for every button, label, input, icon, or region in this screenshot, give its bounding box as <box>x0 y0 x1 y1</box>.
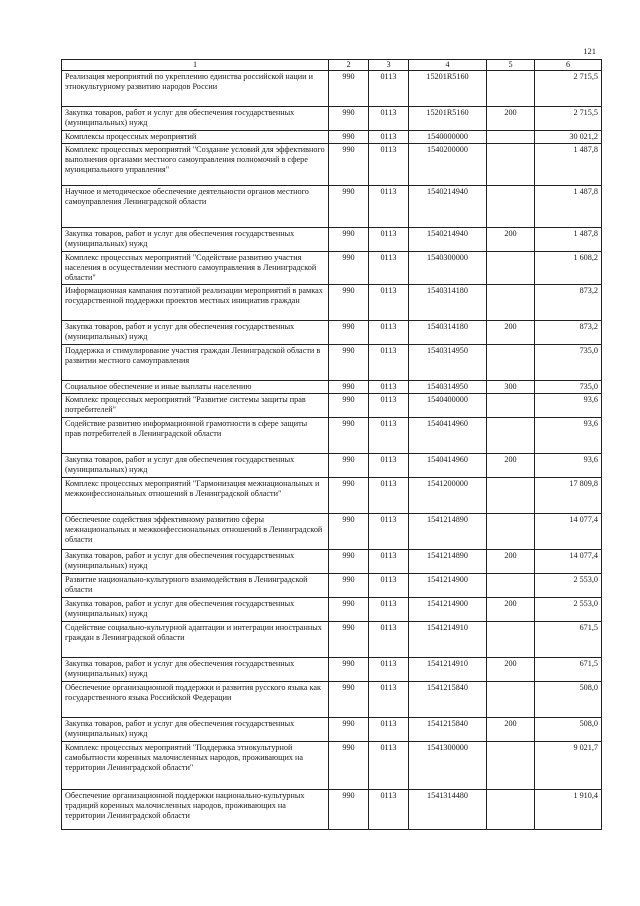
target-article-cell: 1540314950 <box>409 345 487 381</box>
table-body <box>62 71 602 830</box>
section-code-cell: 0113 <box>369 321 409 345</box>
ministry-code-cell: 990 <box>329 285 369 321</box>
expense-type-cell <box>487 742 535 790</box>
amount-cell: 1 487,8 <box>535 186 602 228</box>
amount-cell: 508,0 <box>535 682 602 718</box>
expense-type-cell: 200 <box>487 107 535 131</box>
section-code-cell: 0113 <box>369 598 409 622</box>
ministry-code-cell: 990 <box>329 228 369 252</box>
target-article-cell: 15201R5160 <box>409 107 487 131</box>
ministry-code-cell: 990 <box>329 790 369 830</box>
table-row <box>62 418 602 454</box>
section-code-cell: 0113 <box>369 131 409 144</box>
table-row <box>62 514 602 550</box>
amount-cell: 735,0 <box>535 345 602 381</box>
target-article-cell: 1540300000 <box>409 252 487 285</box>
amount-cell: 9 021,7 <box>535 742 602 790</box>
row-name-cell: Развитие национально-культурного взаимодействия в Ленинградской области <box>62 574 329 598</box>
ministry-code-cell: 990 <box>329 107 369 131</box>
row-name-cell: Обеспечение организационной поддержки национально-культурных традиций коренных малочисленных народов, проживающих на территории Ленинградской области <box>62 790 329 830</box>
ministry-code-cell: 990 <box>329 131 369 144</box>
amount-cell: 1 487,8 <box>535 228 602 252</box>
row-name-cell: Закупка товаров, работ и услуг для обеспечения государственных (муниципальных) нужд <box>62 107 329 131</box>
section-code-cell: 0113 <box>369 418 409 454</box>
table-row <box>62 321 602 345</box>
section-code-cell: 0113 <box>369 144 409 186</box>
expense-type-cell: 200 <box>487 454 535 478</box>
target-article-cell: 1541200000 <box>409 478 487 514</box>
table-row <box>62 574 602 598</box>
section-code-cell: 0113 <box>369 454 409 478</box>
expense-type-cell: 200 <box>487 550 535 574</box>
ministry-code-cell: 990 <box>329 418 369 454</box>
row-name-cell: Содействие развитию информационной грамотности в сфере защиты прав потребителей в Ленинградской области <box>62 418 329 454</box>
table-row <box>62 550 602 574</box>
table-row <box>62 454 602 478</box>
amount-cell: 1 487,8 <box>535 144 602 186</box>
row-name-cell: Комплекс процессных мероприятий "Поддержка этнокультурной самобытности коренных малочисленных народов, проживающих на территории Ленинградской области" <box>62 742 329 790</box>
expense-type-cell <box>487 144 535 186</box>
table-row <box>62 394 602 418</box>
section-code-cell: 0113 <box>369 285 409 321</box>
expense-type-cell: 200 <box>487 718 535 742</box>
table-row <box>62 107 602 131</box>
expense-type-cell <box>487 790 535 830</box>
row-name-cell: Закупка товаров, работ и услуг для обеспечения государственных (муниципальных) нужд <box>62 658 329 682</box>
ministry-code-cell: 990 <box>329 345 369 381</box>
table-row <box>62 658 602 682</box>
target-article-cell: 1540214940 <box>409 228 487 252</box>
expense-type-cell <box>487 345 535 381</box>
table-header-row <box>62 60 602 71</box>
column-header: 1 <box>62 60 329 71</box>
amount-cell: 17 809,8 <box>535 478 602 514</box>
section-code-cell: 0113 <box>369 228 409 252</box>
expense-type-cell <box>487 622 535 658</box>
ministry-code-cell: 990 <box>329 622 369 658</box>
table-row <box>62 345 602 381</box>
row-name-cell: Закупка товаров, работ и услуг для обеспечения государственных (муниципальных) нужд <box>62 718 329 742</box>
row-name-cell: Информационная кампания поэтапной реализации мероприятий в рамках государственной поддержки проектов местных инициатив граждан <box>62 285 329 321</box>
expense-type-cell: 300 <box>487 381 535 394</box>
expense-type-cell <box>487 131 535 144</box>
expense-type-cell: 200 <box>487 598 535 622</box>
amount-cell: 2 553,0 <box>535 574 602 598</box>
amount-cell: 735,0 <box>535 381 602 394</box>
table-row <box>62 742 602 790</box>
expense-type-cell: 200 <box>487 658 535 682</box>
row-name-cell: Реализация мероприятий по укреплению единства российской нации и этнокультурному развитию народов России <box>62 71 329 107</box>
ministry-code-cell: 990 <box>329 658 369 682</box>
section-code-cell: 0113 <box>369 107 409 131</box>
expense-type-cell <box>487 186 535 228</box>
expense-type-cell <box>487 478 535 514</box>
section-code-cell: 0113 <box>369 658 409 682</box>
expense-type-cell <box>487 574 535 598</box>
table-row <box>62 478 602 514</box>
column-header: 5 <box>487 60 535 71</box>
amount-cell: 1 608,2 <box>535 252 602 285</box>
table-row <box>62 682 602 718</box>
section-code-cell: 0113 <box>369 186 409 228</box>
table-row <box>62 144 602 186</box>
expense-type-cell <box>487 682 535 718</box>
row-name-cell: Научное и методическое обеспечение деятельности органов местного самоуправления Ленинградской области <box>62 186 329 228</box>
target-article-cell: 1540314950 <box>409 381 487 394</box>
target-article-cell: 1541214900 <box>409 574 487 598</box>
ministry-code-cell: 990 <box>329 71 369 107</box>
section-code-cell: 0113 <box>369 381 409 394</box>
target-article-cell: 1540200000 <box>409 144 487 186</box>
row-name-cell: Социальное обеспечение и иные выплаты населению <box>62 381 329 394</box>
row-name-cell: Закупка товаров, работ и услуг для обеспечения государственных (муниципальных) нужд <box>62 228 329 252</box>
table-row <box>62 285 602 321</box>
expense-type-cell <box>487 418 535 454</box>
row-name-cell: Закупка товаров, работ и услуг для обеспечения государственных (муниципальных) нужд <box>62 598 329 622</box>
expense-type-cell <box>487 71 535 107</box>
target-article-cell: 1541215840 <box>409 718 487 742</box>
table-row <box>62 71 602 107</box>
ministry-code-cell: 990 <box>329 550 369 574</box>
ministry-code-cell: 990 <box>329 454 369 478</box>
table-row <box>62 790 602 830</box>
amount-cell: 2 553,0 <box>535 598 602 622</box>
section-code-cell: 0113 <box>369 478 409 514</box>
row-name-cell: Содействие социально-культурной адаптации и интеграции иностранных граждан в Ленинградской области <box>62 622 329 658</box>
section-code-cell: 0113 <box>369 550 409 574</box>
table-row <box>62 228 602 252</box>
expense-type-cell <box>487 252 535 285</box>
target-article-cell: 1541300000 <box>409 742 487 790</box>
page-number: 121 <box>583 46 596 56</box>
amount-cell: 873,2 <box>535 285 602 321</box>
section-code-cell: 0113 <box>369 682 409 718</box>
expense-type-cell: 200 <box>487 228 535 252</box>
ministry-code-cell: 990 <box>329 574 369 598</box>
amount-cell: 93,6 <box>535 418 602 454</box>
expense-type-cell <box>487 514 535 550</box>
amount-cell: 671,5 <box>535 658 602 682</box>
section-code-cell: 0113 <box>369 622 409 658</box>
target-article-cell: 1540314180 <box>409 285 487 321</box>
amount-cell: 30 021,2 <box>535 131 602 144</box>
ministry-code-cell: 990 <box>329 186 369 228</box>
target-article-cell: 1540414960 <box>409 454 487 478</box>
table-row <box>62 131 602 144</box>
table-row <box>62 598 602 622</box>
table-row <box>62 252 602 285</box>
ministry-code-cell: 990 <box>329 718 369 742</box>
ministry-code-cell: 990 <box>329 514 369 550</box>
amount-cell: 93,6 <box>535 454 602 478</box>
row-name-cell: Поддержка и стимулирование участия граждан Ленинградской области в развитии местного самоуправления <box>62 345 329 381</box>
table-row <box>62 718 602 742</box>
expense-type-cell: 200 <box>487 321 535 345</box>
section-code-cell: 0113 <box>369 345 409 381</box>
target-article-cell: 1541215840 <box>409 682 487 718</box>
target-article-cell: 1541314480 <box>409 790 487 830</box>
ministry-code-cell: 990 <box>329 478 369 514</box>
expense-type-cell <box>487 394 535 418</box>
target-article-cell: 1540314180 <box>409 321 487 345</box>
amount-cell: 1 910,4 <box>535 790 602 830</box>
amount-cell: 508,0 <box>535 718 602 742</box>
section-code-cell: 0113 <box>369 252 409 285</box>
ministry-code-cell: 990 <box>329 682 369 718</box>
section-code-cell: 0113 <box>369 71 409 107</box>
section-code-cell: 0113 <box>369 742 409 790</box>
ministry-code-cell: 990 <box>329 742 369 790</box>
amount-cell: 2 715,5 <box>535 71 602 107</box>
ministry-code-cell: 990 <box>329 381 369 394</box>
column-header: 6 <box>535 60 602 71</box>
target-article-cell: 1541214890 <box>409 514 487 550</box>
column-header: 4 <box>409 60 487 71</box>
target-article-cell: 1541214910 <box>409 622 487 658</box>
amount-cell: 873,2 <box>535 321 602 345</box>
row-name-cell: Комплекс процессных мероприятий "Создание условий для эффективного выполнения органами местного самоуправления полномочий в сфере муниципального управления" <box>62 144 329 186</box>
section-code-cell: 0113 <box>369 514 409 550</box>
ministry-code-cell: 990 <box>329 321 369 345</box>
ministry-code-cell: 990 <box>329 598 369 622</box>
row-name-cell: Закупка товаров, работ и услуг для обеспечения государственных (муниципальных) нужд <box>62 550 329 574</box>
target-article-cell: 1540414960 <box>409 418 487 454</box>
ministry-code-cell: 990 <box>329 394 369 418</box>
row-name-cell: Обеспечение содействия эффективному развитию сферы межнациональных и межконфессиональных отношений в Ленинградской области <box>62 514 329 550</box>
row-name-cell: Комплекс процессных мероприятий "Гармонизация межнациональных и межконфессиональных отношений в Ленинградской области" <box>62 478 329 514</box>
amount-cell: 93,6 <box>535 394 602 418</box>
target-article-cell: 15201R5160 <box>409 71 487 107</box>
ministry-code-cell: 990 <box>329 144 369 186</box>
amount-cell: 14 077,4 <box>535 550 602 574</box>
budget-table <box>61 59 602 830</box>
table-row <box>62 381 602 394</box>
row-name-cell: Закупка товаров, работ и услуг для обеспечения государственных (муниципальных) нужд <box>62 454 329 478</box>
section-code-cell: 0113 <box>369 718 409 742</box>
column-header: 3 <box>369 60 409 71</box>
table-row <box>62 186 602 228</box>
section-code-cell: 0113 <box>369 574 409 598</box>
row-name-cell: Комплексы процессных мероприятий <box>62 131 329 144</box>
target-article-cell: 1540000000 <box>409 131 487 144</box>
column-header: 2 <box>329 60 369 71</box>
amount-cell: 14 077,4 <box>535 514 602 550</box>
table-row <box>62 622 602 658</box>
expense-type-cell <box>487 285 535 321</box>
section-code-cell: 0113 <box>369 790 409 830</box>
target-article-cell: 1540214940 <box>409 186 487 228</box>
ministry-code-cell: 990 <box>329 252 369 285</box>
target-article-cell: 1541214900 <box>409 598 487 622</box>
row-name-cell: Комплекс процессных мероприятий "Развитие системы защиты прав потребителей" <box>62 394 329 418</box>
row-name-cell: Закупка товаров, работ и услуг для обеспечения государственных (муниципальных) нужд <box>62 321 329 345</box>
target-article-cell: 1541214890 <box>409 550 487 574</box>
section-code-cell: 0113 <box>369 394 409 418</box>
amount-cell: 2 715,5 <box>535 107 602 131</box>
target-article-cell: 1540400000 <box>409 394 487 418</box>
row-name-cell: Обеспечение организационной поддержки и развития русского языка как государственного языка Российской Федерации <box>62 682 329 718</box>
row-name-cell: Комплекс процессных мероприятий "Содействие развитию участия населения в осуществлении местного самоуправления в Ленинградской области" <box>62 252 329 285</box>
target-article-cell: 1541214910 <box>409 658 487 682</box>
amount-cell: 671,5 <box>535 622 602 658</box>
